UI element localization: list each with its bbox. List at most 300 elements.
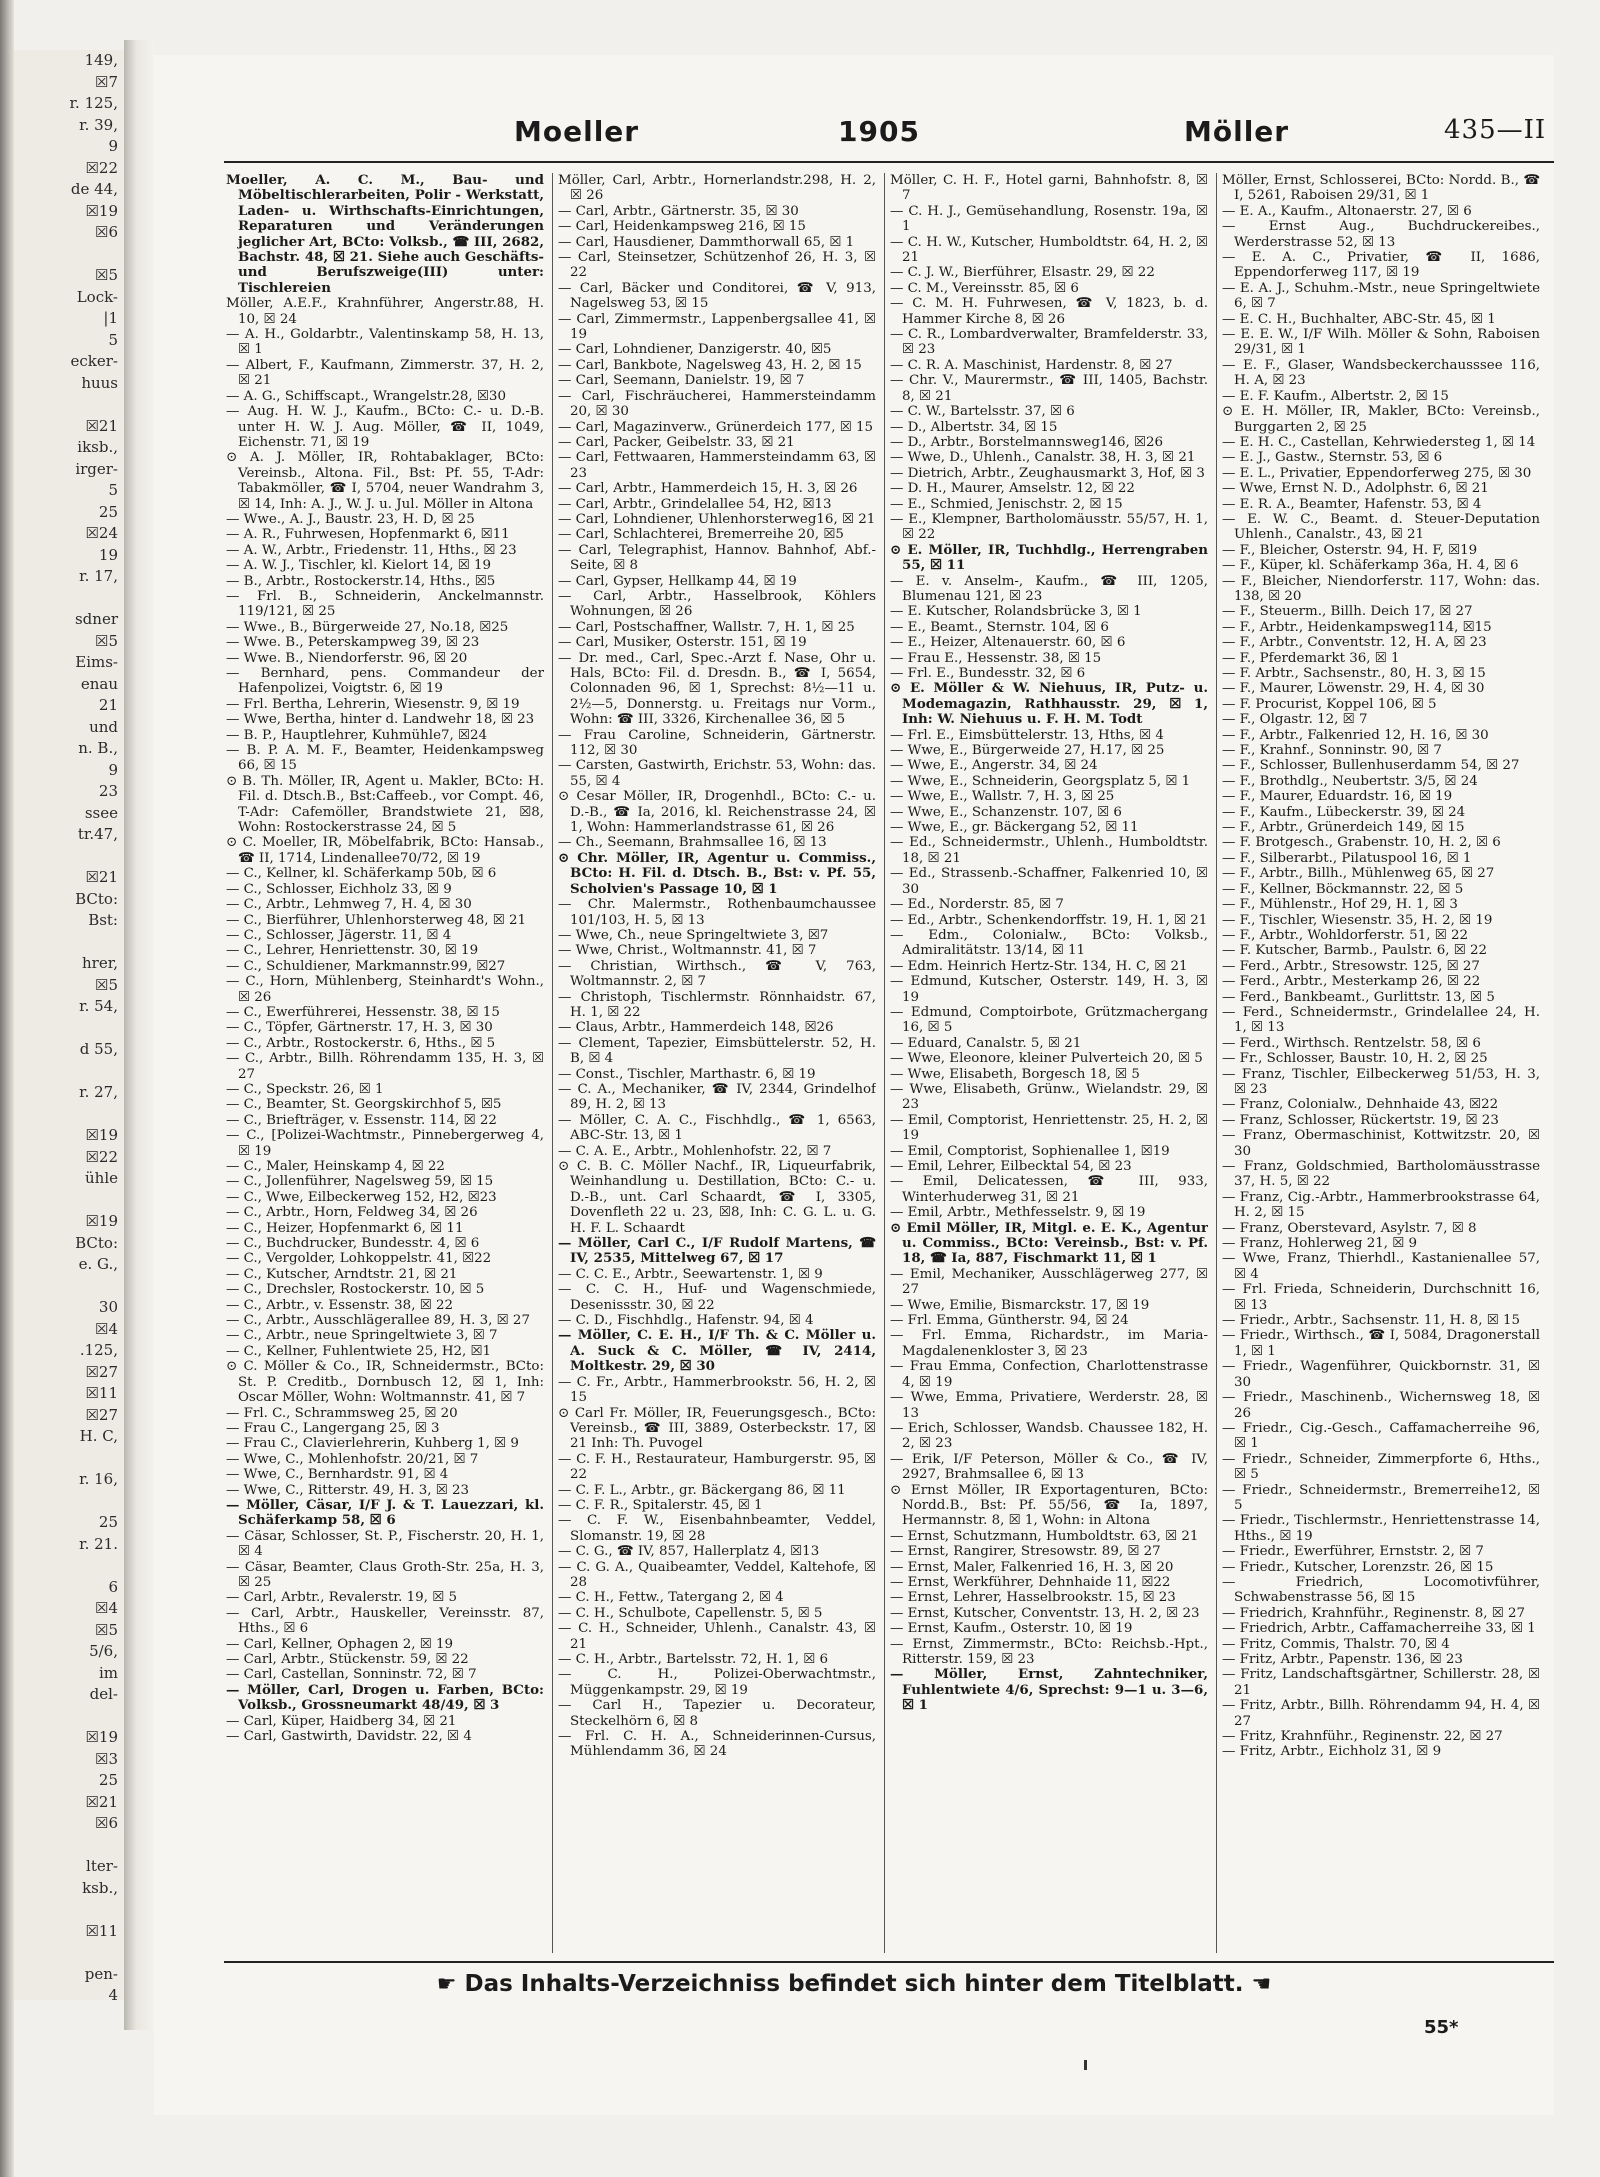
directory-entry: — Wwe, E., Bürgerweide 27, H.17, ☒ 25 [890,743,1165,759]
previous-page-fragment: ☒11 [85,1921,118,1940]
previous-page-fragment [14,846,124,868]
directory-entry: — D., Albertstr. 34, ☒ 15 [890,419,1058,435]
previous-page-fragment: 5 [108,481,118,499]
directory-entry: — Wwe, D., Uhlenh., Canalstr. 38, H. 3, ☒ 21 [890,450,1196,466]
directory-entry: — C., Heizer, Hopfenmarkt 6, ☒ 11 [226,1220,464,1236]
previous-page-fragment: r. 27, [79,1083,118,1101]
directory-entry: — Wwe. B., Niendorferstr. 96, ☒ 20 [226,650,468,666]
directory-entry: — F., Arbtr., Conventstr. 12, H. A, ☒ 23 [1222,635,1487,651]
directory-entry: — F., Arbtr., Heidenkampsweg114, ☒15 [1222,619,1492,635]
previous-page-fragment: hrer, [82,954,118,972]
directory-entry: — C., Schlosser, Jägerstr. 11, ☒ 4 [226,927,452,943]
directory-entry: — E. A. C., Privatier, ☎ II, 1686, Eppendorferweg 117, ☒ 19 [1222,250,1540,281]
directory-entry: — C. H. W., Kutscher, Humboldtstr. 64, H. 2, ☒ 21 [890,234,1208,266]
previous-page-fragment: BCto: [75,889,118,908]
column-1 [226,173,544,1953]
header-left-catchword: Moeller [514,115,640,148]
directory-entry: — Möller, Ernst, Zahntechniker, Fuhlentwiete 4/6, Sprechst: 9—1 u. 3—6, ☒ 1 [890,1666,1208,1714]
directory-entry: — Friedr., Schneidermstr., Bremerreihe12, ☒ 5 [1222,1482,1540,1513]
directory-entry: — Frl. Emma, Richardstr., im Maria-Magdalenenkloster 3, ☒ 23 [890,1328,1208,1359]
directory-entry: — F., Krahnf., Sonninstr. 90, ☒ 7 [1222,743,1442,759]
directory-entry: — Emil, Mechaniker, Ausschlägerweg 277, ☒ 27 [890,1266,1208,1298]
directory-entry: — Fritz, Arbtr., Eichholz 31, ☒ 9 [1222,1744,1442,1760]
directory-entry: — Carl, Küper, Haidberg 34, ☒ 21 [226,1713,457,1729]
directory-entry: — Bernhard, pens. Commandeur der Hafenpolizei, Voigtstr. 6, ☒ 19 [226,666,544,697]
directory-entry: — Carl, Schlachterei, Bremerreihe 20, ☒5 [558,527,844,543]
directory-entry: — F., Schlosser, Bullenhuserdamm 54, ☒ 27 [1222,758,1520,774]
directory-entry: — Ch., Seemann, Brahmsallee 16, ☒ 13 [558,835,827,851]
previous-page-fragment: iksb., [77,438,118,456]
directory-entry: — D. H., Maurer, Amselstr. 12, ☒ 22 [890,481,1135,497]
directory-entry: — Carl, Arbtr., Grindelallee 54, H2, ☒13 [558,496,832,512]
directory-entry: — Carl, Zimmermstr., Lappenbergsallee 41, ☒ 19 [558,311,876,343]
previous-page-fragment [14,1899,124,1921]
directory-entry: — B., Arbtr., Rostockerstr.14, Hths., ☒5 [226,573,496,589]
previous-page-fragment: 6 [108,1577,118,1596]
directory-entry: — Carl, Bäcker und Conditorei, ☎ V, 913, Nagelsweg 53, ☒ 15 [558,280,876,312]
directory-entry: ⊙ B. Th. Möller, IR, Agent u. Makler, BCto: H. Fil. d. Dtsch.B., Bst:Caffeeb., vor Compt. 46, T-Adr: Cafemöller, Brandstwiete 21, ☒8, Wohn: Rostockerstrasse 24, ☒ 5 [226,773,544,836]
directory-entry: — Ernst, Maler, Falkenried 16, H. 3, ☒ 20 [890,1559,1174,1575]
previous-page-fragment: ssee [84,803,118,822]
directory-entry: — F., Kellner, Böckmannstr. 22, ☒ 5 [1222,881,1464,897]
directory-entry: — C. M., Vereinsstr. 85, ☒ 6 [890,280,1079,296]
directory-entry: — Carl, Arbtr., Hasselbrook, Köhlers Wohnungen, ☒ 26 [558,588,876,620]
previous-page-fragment: ☒4 [95,1319,118,1338]
directory-entry: — Emil, Arbtr., Methfesselstr. 9, ☒ 19 [890,1205,1146,1221]
previous-page-fragment: |1 [103,309,118,327]
directory-entry: — Wwe, E., Angerstr. 34, ☒ 24 [890,758,1098,774]
directory-entry: — Wwe, Emilie, Bismarckstr. 17, ☒ 19 [890,1297,1150,1313]
header-year: 1905 [838,115,920,148]
directory-entry: — Wwe., B., Bürgerweide 27, No.18, ☒25 [226,619,509,635]
directory-entry: — Ernst Aug., Buchdruckereibes., Werderstrasse 52, ☒ 13 [1222,219,1540,250]
directory-entry: — Carl, Gypser, Hellkamp 44, ☒ 19 [558,573,797,589]
directory-entry: — C. A. E., Arbtr., Mohlenhofstr. 22, ☒ 7 [558,1143,832,1159]
previous-page-fragment [14,1061,124,1083]
directory-entry: — Ferd., Schneidermstr., Grindelallee 24, H. 1, ☒ 13 [1222,1004,1540,1036]
directory-entry: — C., [Polizei-Wachtmstr., Pinnebergerweg 4, ☒ 19 [226,1128,544,1159]
directory-entry: — Ed., Norderstr. 85, ☒ 7 [890,897,1064,913]
directory-entry: — F., Brothdlg., Neubertstr. 3/5, ☒ 24 [1222,773,1478,789]
directory-entry: — Friedr., Kutscher, Lorenzstr. 26, ☒ 15 [1222,1559,1494,1575]
directory-entry: ⊙ Emil Möller, IR, Mitgl. e. E. K., Agentur u. Commiss., BCto: Vereinsb., Bst: v. Pf. 18, ☎ Ia, 887, Fischmarkt 11, ☒ 1 [890,1219,1208,1267]
directory-entry: — Ferd., Arbtr., Stresowstr. 125, ☒ 27 [1222,958,1480,974]
directory-entry: — C. J. W., Bierführer, Elsastr. 29, ☒ 22 [890,265,1155,281]
directory-entry: — F., Arbtr., Wohldorferstr. 51, ☒ 22 [1222,927,1469,943]
directory-entry: — Frl. E., Eimsbüttelerstr. 13, Hths, ☒ 4 [890,727,1164,743]
directory-entry: ⊙ Carl Fr. Möller, IR, Feuerungsgesch., BCto: Vereinsb., ☎ III, 3889, Osterbeckstr. 17, ☒ 21 Inh: Th. Puvogel [558,1405,876,1452]
directory-entry: Möller, A.E.F., Krahnführer, Angerstr.88, H. 10, ☒ 24 [226,296,544,327]
directory-entry: — Emil, Comptorist, Henriettenstr. 25, H. 2, ☒ 19 [890,1112,1208,1144]
directory-entry: — Wwe, Bertha, hinter d. Landwehr 18, ☒ 23 [226,712,535,728]
previous-page-fragment: enau [80,674,118,693]
directory-entry: — Edmund, Comptoirbote, Grützmachergang 16, ☒ 5 [890,1004,1208,1036]
directory-entry: — C., Wwe, Eilbeckerweg 152, H2, ☒23 [226,1189,497,1205]
directory-entry: — Friedr., Wagenführer, Quickbornstr. 31, ☒ 30 [1222,1359,1540,1390]
directory-entry: — C. G., ☎ IV, 857, Hallerplatz 4, ☒13 [558,1544,820,1560]
directory-entry: — Wwe, C., Ritterstr. 49, H. 3, ☒ 23 [226,1482,470,1498]
scan-edge-shadow [0,0,14,2177]
directory-entry: — Carl, Magazinverw., Grünerdeich 177, ☒ 15 [558,419,874,435]
directory-entry: — Carl, Postschaffner, Wallstr. 7, H. 1, ☒ 25 [558,619,855,635]
directory-entry: — Wwe, E., Wallstr. 7, H. 3, ☒ 25 [890,789,1115,805]
directory-entry: — Ferd., Arbtr., Mesterkamp 26, ☒ 22 [1222,974,1481,990]
column-divider [1216,173,1217,1953]
directory-entry: — A. G., Schiffscapt., Wrangelstr.28, ☒30 [226,388,506,404]
previous-page-fragment [14,1018,124,1040]
directory-entry: — B. P., Hauptlehrer, Kuhmühle7, ☒24 [226,727,488,743]
directory-entry: — C., Horn, Mühlenberg, Steinhardt's Wohn., ☒ 26 [226,974,544,1005]
directory-entry: — C. F. R., Spitalerstr. 45, ☒ 1 [558,1497,763,1513]
directory-entry: — Möller, Cäsar, I/F J. & T. Lauezzari, kl. Schäferkamp 58, ☒ 6 [226,1496,544,1529]
directory-entry: — Emil, Delicatessen, ☎ III, 933, Winterhuderweg 31, ☒ 21 [890,1174,1208,1205]
directory-entry: — F., Tischler, Wiesenstr. 35, H. 2, ☒ 19 [1222,912,1493,928]
directory-entry: Möller, Ernst, Schlosserei, BCto: Nordd. B., ☎ I, 5261, Raboisen 29/31, ☒ 1 [1222,173,1540,204]
previous-page-fragment [14,1190,124,1212]
previous-page-fragment: ☒3 [95,1749,118,1768]
directory-entry: — Franz, Goldschmied, Bartholomäusstrasse 37, H. 5, ☒ 22 [1222,1159,1540,1190]
directory-entry: — F., Mühlenstr., Hof 29, H. 1, ☒ 3 [1222,897,1458,913]
directory-entry: — E. A., Kaufm., Altonaerstr. 27, ☒ 6 [1222,203,1472,219]
directory-entry: — Möller, C. A. C., Fischhdlg., ☎ 1, 6563, ABC-Str. 13, ☒ 1 [558,1112,876,1144]
directory-entry: — A. H., Goldarbtr., Valentinskamp 58, H. 13, ☒ 1 [226,327,544,358]
directory-entry: — Wwe, C., Bernhardstr. 91, ☒ 4 [226,1467,449,1483]
directory-entry: — F., Steuerm., Billh. Deich 17, ☒ 27 [1222,604,1473,620]
previous-page-fragment: n. B., [78,739,118,757]
directory-entry: — C. C. H., Huf- und Wagenschmiede, Desenissstr. 30, ☒ 22 [558,1282,876,1313]
previous-page-fragment: ☒19 [85,1126,118,1144]
directory-entry: — A. W., Arbtr., Friedenstr. 11, Hths., ☒ 23 [226,542,517,558]
previous-page-fragment: 25 [98,502,118,521]
directory-entry: — Erich, Schlosser, Wandsb. Chaussee 182, H. 2, ☒ 23 [890,1420,1208,1452]
directory-entry: — C., Briefträger, v. Essenstr. 114, ☒ 22 [226,1112,497,1128]
directory-entry: — Friedr., Cig.-Gesch., Caffamacherreihe 96, ☒ 1 [1222,1420,1540,1452]
directory-entry: — Fritz, Commis, Thalstr. 70, ☒ 4 [1222,1636,1450,1652]
directory-entry: — F. Arbtr., Sachsenstr., 80, H. 3, ☒ 15 [1222,666,1486,681]
directory-entry: — Wwe., A. J., Baustr. 23, H. D, ☒ 25 [226,511,475,527]
previous-page-fragment: ☒5 [95,266,118,284]
index-notice [154,1971,1554,1997]
directory-entry: — Frl. E., Bundesstr. 32, ☒ 6 [890,666,1086,681]
previous-page-fragment: 21 [98,696,118,714]
directory-entry: — F., Olgastr. 12, ☒ 7 [1222,712,1368,728]
directory-entry: — E., Schmied, Jenischstr. 2, ☒ 15 [890,496,1123,512]
directory-entry: Möller, Carl, Arbtr., Hornerlandstr.298, H. 2, ☒ 26 [558,173,876,204]
previous-page-fragment: ☒7 [95,72,118,91]
previous-page-fragment: e. G., [78,1255,118,1273]
directory-entry: ⊙ C. B. C. Möller Nachf., IR, Liqueurfabrik, Weinhandlung u. Destillation, BCto: C.- u. D.-B., unt. Carl Schaardt, ☎ I, 3305, Dovenfleth 22 u. 23, ☒8, Inh: C. G. L. u. G. H. F. L. Schaardt [558,1159,876,1236]
directory-entry: — E. Kutscher, Rolandsbrücke 3, ☒ 1 [890,604,1142,620]
directory-entry: — Ferd., Wirthsch. Rentzelstr. 58, ☒ 6 [1222,1035,1481,1051]
directory-entry: — Carl, Fettwaaren, Hammersteindamm 63, ☒ 23 [558,450,876,481]
previous-page-fragment: tr.47, [77,825,118,843]
directory-entry: — C. D., Fischhdlg., Hafenstr. 94, ☒ 4 [558,1313,814,1329]
previous-page-fragment [14,932,124,954]
directory-entry: — C., Arbtr., Ausschlägerallee 89, H. 3, ☒ 27 [226,1313,530,1329]
previous-page-fragment: d 55, [79,1040,118,1058]
directory-entry: — C., Lehrer, Henriettenstr. 30, ☒ 19 [226,943,479,959]
previous-page-fragment: BCto: [75,1233,118,1252]
directory-entry: — Fritz, Landschaftsgärtner, Schillerstr. 28, ☒ 21 [1222,1667,1540,1698]
previous-page-edge [14,50,124,2000]
previous-page-fragment: ☒19 [85,1212,118,1230]
directory-entry: — Frau C., Langergang 25, ☒ 3 [226,1420,440,1436]
directory-entry: ⊙ C. Möller & Co., IR, Schneidermstr., BCto: St. P. Creditb., Dornbusch 12, ☒ 1, Inh: Oscar Möller, Wohn: Woltmannstr. 41, ☒ 7 [226,1359,544,1406]
directory-entry: — Edm. Heinrich Hertz-Str. 134, H. C, ☒ 21 [890,958,1188,974]
directory-entry: — Eduard, Canalstr. 5, ☒ 21 [890,1035,1082,1051]
column-4 [1222,173,1540,1953]
directory-entry: — C. F. L., Arbtr., gr. Bäckergang 86, ☒ 11 [558,1482,846,1498]
directory-entry: — Carl, Lohndiener, Danzigerstr. 40, ☒5 [558,342,832,358]
directory-entry: — C., Arbtr., neue Springeltwiete 3, ☒ 7 [226,1328,498,1344]
previous-page-fragment [14,244,124,266]
directory-entry: — C. H. J., Gemüsehandlung, Rosenstr. 19a, ☒ 1 [890,203,1208,235]
column-3 [890,173,1208,1953]
directory-entry: — Chr. Malermstr., Rothenbaumchaussee 101/103, H. 5, ☒ 13 [558,897,876,928]
directory-entry: — E., Heizer, Altenauerstr. 60, ☒ 6 [890,635,1126,651]
previous-page-fragment: 25 [98,1513,118,1531]
directory-entry: — C., Ewerführerei, Hessenstr. 38, ☒ 15 [226,1004,500,1020]
directory-entry: — Carl, Lohndiener, Uhlenhorsterweg16, ☒ 21 [558,511,876,527]
directory-entry: ⊙ Chr. Möller, IR, Agentur u. Commiss., BCto: H. Fil. d. Dtsch. B., Bst: v. Pf. 55, Scholvien's Passage 10, ☒ 1 [558,849,876,897]
book-gutter [124,40,154,2030]
directory-entry: — C. C. E., Arbtr., Seewartenstr. 1, ☒ 9 [558,1266,823,1282]
directory-entry: — C. H., Arbtr., Bartelsstr. 72, H. 1, ☒ 6 [558,1652,829,1667]
directory-entry: — C. M. H. Fuhrwesen, ☎ V, 1823, b. d. Hammer Kirche 8, ☒ 26 [890,296,1208,327]
directory-entry: — F. Kutscher, Barmb., Paulstr. 6, ☒ 22 [1222,943,1488,959]
directory-entry: — Ed., Arbtr., Schenkendorffstr. 19, H. 1, ☒ 21 [890,912,1208,928]
directory-entry: — Ernst, Rangirer, Stresowstr. 89, ☒ 27 [890,1544,1161,1560]
directory-entry: — A. W. J., Tischler, kl. Kielort 14, ☒ 19 [226,558,492,574]
directory-entry: — Aug. H. W. J., Kaufm., BCto: C.- u. D.-B. unter H. W. J. Aug. Möller, ☎ II, 1049, Eichenstr. 71, ☒ 19 [226,404,544,450]
directory-entry: — C. Fr., Arbtr., Hammerbrookstr. 56, H. 2, ☒ 15 [558,1374,876,1406]
directory-entry: — F., Küper, kl. Schäferkamp 36a, H. 4, ☒ 6 [1222,558,1519,574]
directory-entry: — Ed., Strassenb.-Schaffner, Falkenried 10, ☒ 30 [890,866,1208,897]
directory-entry: — Carl, Heidenkampsweg 216, ☒ 15 [558,219,806,235]
directory-entry: — E., Beamt., Sternstr. 104, ☒ 6 [890,619,1109,635]
directory-entry: ⊙ E. Möller, IR, Tuchhdlg., Herrengraben 55, ☒ 11 [890,541,1208,574]
previous-page-fragment: ☒11 [85,1384,118,1402]
directory-entry: — Friedr., Tischlermstr., Henriettenstrasse 14, Hths., ☒ 19 [1222,1513,1540,1544]
directory-entry: — F., Maurer, Eduardstr. 16, ☒ 19 [1222,789,1453,805]
directory-entry: — Franz, Hohlerweg 21, ☒ 9 [1222,1236,1418,1252]
directory-entry: — Frau E., Hessenstr. 38, ☒ 15 [890,650,1102,666]
directory-entry: — Cäsar, Beamter, Claus Groth-Str. 25a, H. 3, ☒ 25 [226,1559,544,1590]
directory-entry: — Ernst, Schutzmann, Humboldtstr. 63, ☒ 21 [890,1528,1199,1544]
directory-entry: — Carl, Packer, Geibelstr. 33, ☒ 21 [558,434,795,450]
directory-entry: — C. H., Fettw., Tatergang 2, ☒ 4 [558,1590,784,1606]
directory-entry: — Friedrich, Arbtr., Caffamacherreihe 33, ☒ 1 [1222,1621,1536,1637]
previous-page-fragment: ☒21 [85,416,118,435]
directory-entry: — Frl. C., Schrammsweg 25, ☒ 20 [226,1405,458,1421]
previous-page-fragment: 4 [108,1986,118,2000]
previous-page-fragment: ☒5 [95,1620,118,1639]
directory-entry: — Friedrich, Krahnführ., Reginenstr. 8, ☒ 27 [1222,1605,1526,1621]
pointing-hand-icon: ☛ [436,1972,457,1997]
directory-entry: — Wwe, Emma, Privatiere, Werderstr. 28, ☒ 13 [890,1390,1208,1421]
previous-page-fragment: Bst: [88,911,118,929]
directory-entry: — C., Arbtr., v. Essenstr. 38, ☒ 22 [226,1297,454,1313]
directory-entry: — Carl, Arbtr., Hauskeller, Vereinsstr. 87, Hths., ☒ 6 [226,1605,544,1637]
previous-page-fragment: 19 [98,545,118,564]
previous-page-fragment [14,394,124,416]
directory-entry: — Franz, Tischler, Eilbeckerweg 51/53, H. 3, ☒ 23 [1222,1066,1540,1097]
index-notice-text: Das Inhalts-Verzeichniss befindet sich hinter dem Titelblatt. [464,1971,1244,1997]
directory-entry: — Wwe, Christ., Woltmannstr. 41, ☒ 7 [558,943,817,959]
directory-entry: — Wwe, E., gr. Bäckergang 52, ☒ 11 [890,820,1139,836]
directory-entry: — C., Kellner, kl. Schäferkamp 50b, ☒ 6 [226,866,497,882]
directory-entry: — C., Beamter, St. Georgskirchhof 5, ☒5 [226,1097,502,1113]
column-divider [884,173,885,1953]
previous-page-fragment: ecker- [70,352,118,370]
directory-entry: — Frl. B., Schneiderin, Anckelmannstr. 119/121, ☒ 25 [226,588,544,620]
directory-entry: — Fritz, Krahnführ., Reginenstr. 22, ☒ 27 [1222,1729,1503,1745]
pointing-hand-icon: ☚ [1251,1972,1272,1997]
directory-entry: — Franz, Obermaschinist, Kottwitzstr. 20, ☒ 30 [1222,1128,1540,1159]
directory-entry: — C., Bierführer, Uhlenhorsterweg 48, ☒ 21 [226,912,527,928]
previous-page-fragment: ☒6 [95,1814,118,1832]
directory-entry: — C., Jollenführer, Nagelsweg 59, ☒ 15 [226,1174,494,1190]
directory-entry: — Carl, Arbtr., Revalerstr. 19, ☒ 5 [226,1590,457,1606]
directory-entry: — Carl, Telegraphist, Hannov. Bahnhof, Abf.-Seite, ☒ 8 [558,542,876,574]
directory-entry: — Wwe, Franz, Thierhdl., Kastanienallee 57, ☒ 4 [1222,1251,1540,1282]
previous-page-fragment: r. 16, [79,1470,118,1488]
previous-page-fragment: ksb., [82,1878,118,1897]
directory-entry: — E., Klempner, Bartholomäusstr. 55/57, H. 1, ☒ 22 [890,511,1208,543]
previous-page-fragment [14,1942,124,1964]
directory-entry: — E. R. A., Beamter, Hafenstr. 53, ☒ 4 [1222,496,1482,512]
directory-entry: — Carl, Gastwirth, Davidstr. 22, ☒ 4 [226,1729,472,1745]
directory-entry: — C. H., Schneider, Uhlenh., Canalstr. 43, ☒ 21 [558,1621,876,1652]
directory-entry: — Christian, Wirthsch., ☎ V, 763, Woltmannstr. 2, ☒ 7 [558,958,876,990]
directory-entry: — F., Arbtr., Billh., Mühlenweg 65, ☒ 27 [1222,866,1495,882]
directory-entry: — Claus, Arbtr., Hammerdeich 148, ☒26 [558,1020,834,1036]
directory-entry: — E. W. C., Beamt. d. Steuer-Deputation Uhlenh., Canalstr., 43, ☒ 21 [1222,511,1540,543]
previous-page-fragment: ühle [85,1169,118,1187]
header-right-catchword: Möller [1184,115,1290,148]
directory-entry: — Ernst, Kutscher, Conventstr. 13, H. 2, ☒ 23 [890,1605,1200,1621]
previous-page-fragment: r. 125, [69,94,118,112]
directory-entry: — Ernst, Werkführer, Dehnhaide 11, ☒22 [890,1574,1171,1590]
previous-page-fragment [14,1555,124,1577]
directory-entry: — F., Silberarbt., Pilatuspool 16, ☒ 1 [1222,850,1472,866]
directory-entry: — C. W., Bartelsstr. 37, ☒ 6 [890,404,1075,420]
directory-entry: — E. H. C., Castellan, Kehrwiedersteg 1, ☒ 14 [1222,434,1536,450]
directory-entry: — C. H., Schulbote, Capellenstr. 5, ☒ 5 [558,1605,823,1621]
directory-entry: — Christoph, Tischlermstr. Rönnhaidstr. 67, H. 1, ☒ 22 [558,989,876,1020]
previous-page-fragment: r. 17, [79,567,118,585]
directory-entry: — Wwe, Elisabeth, Grünw., Wielandstr. 29, ☒ 23 [890,1081,1208,1113]
directory-entry: — A. R., Fuhrwesen, Hopfenmarkt 6, ☒11 [226,527,510,543]
previous-page-fragment [14,1706,124,1728]
directory-entry: — Frl. C. H. A., Schneiderinnen-Cursus, Mühlendamm 36, ☒ 24 [558,1729,876,1760]
directory-entry: — E. F. Kaufm., Albertstr. 2, ☒ 15 [1222,388,1449,404]
previous-page-fragment: ☒27 [85,1362,118,1381]
directory-entry: — C. F. W., Eisenbahnbeamter, Veddel, Slomanstr. 19, ☒ 28 [558,1513,876,1544]
directory-entry: — F., Arbtr., Grünerdeich 149, ☒ 15 [1222,820,1465,836]
previous-page-fragment [14,1276,124,1298]
directory-entry: — Wwe, C., Mohlenhofstr. 20/21, ☒ 7 [226,1451,479,1467]
directory-entry: — E. J., Gastw., Sternstr. 53, ☒ 6 [1222,450,1443,466]
directory-entry: — Fr., Schlosser, Baustr. 10, H. 2, ☒ 25 [1222,1051,1488,1067]
directory-entry: — C., Arbtr., Billh. Röhrendamm 135, H. 3, ☒ 27 [226,1051,544,1082]
directory-entry: — Franz, Cig.-Arbtr., Hammerbrookstrasse 64, H. 2, ☒ 15 [1222,1189,1540,1221]
previous-page-fragment: ☒22 [85,158,118,177]
directory-entry: ⊙ Cesar Möller, IR, Drogenhdl., BCto: C.- u. D.-B., ☎ Ia, 2016, kl. Reichenstrasse 24, ☒ 1, Wohn: Hammerlandstrasse 61, ☒ 26 [558,789,876,836]
previous-page-fragment: .125, [79,1341,118,1359]
column-divider [552,173,553,1953]
directory-entry: — Wwe, Eleonore, kleiner Pulverteich 20, ☒ 5 [890,1051,1203,1067]
directory-entry: — Edmund, Kutscher, Osterstr. 149, H. 3, ☒ 19 [890,974,1208,1005]
directory-entry: ⊙ A. J. Möller, IR, Rohtabaklager, BCto: Vereinsb., Altona. Fil., Bst: Pf. 55, T-Adr: Tabakmöller, ☎ I, 5704, neuer Wandrahm 3, ☒ 14, Inh: A. J., W. J. u. Jul. Möller in Altona [226,450,544,512]
column-2 [558,173,876,1953]
directory-entry: — Frl. Emma, Güntherstr. 94, ☒ 24 [890,1313,1129,1329]
directory-entry: — Möller, Carl C., I/F Rudolf Martens, ☎ IV, 2535, Mittelweg 67, ☒ 17 [558,1235,876,1267]
directory-entry: — Carl, Fischräucherei, Hammersteindamm 20, ☒ 30 [558,388,876,420]
directory-entry: — F., Kaufm., Lübeckerstr. 39, ☒ 24 [1222,804,1466,820]
directory-entry: — E. E. W., I/F Wilh. Möller & Sohn, Raboisen 29/31, ☒ 1 [1222,327,1540,358]
directory-entry: — C., Arbtr., Lehmweg 7, H. 4, ☒ 30 [226,897,472,913]
directory-entry: — Fritz, Arbtr., Papenstr. 136, ☒ 23 [1222,1652,1463,1667]
directory-entry: — Möller, C. E. H., I/F Th. & C. Möller u. A. Suck & C. Möller, ☎ IV, 2414, Moltkestr. 29, ☒ 30 [558,1327,876,1375]
previous-page-fragment: ☒21 [85,868,118,886]
directory-entry: ⊙ E. H. Möller, IR, Makler, BCto: Vereinsb., Burggarten 2, ☒ 25 [1222,404,1540,435]
directory-entry: — C., Schlosser, Eichholz 33, ☒ 9 [226,881,452,897]
directory-entry: — Ed., Schneidermstr., Uhlenh., Humboldtstr. 18, ☒ 21 [890,835,1208,866]
directory-entry: — Carl, Arbtr., Stückenstr. 59, ☒ 22 [226,1652,469,1667]
directory-entry: — C., Kutscher, Arndtstr. 21, ☒ 21 [226,1266,458,1282]
directory-entry: — Const., Tischler, Marthastr. 6, ☒ 19 [558,1066,816,1082]
directory-entry: — E. A. J., Schuhm.-Mstr., neue Springeltwiete 6, ☒ 7 [1222,280,1540,312]
directory-entry: Moeller, A. C. M., Bau- und Möbeltischlerarbeiten, Polir - Werkstatt, Laden- u. Wirthschafts-Einrichtungen, Reparaturen und Veränderungen jeglicher Art, BCto: Volksb., ☎ III, 2682, Bachstr. 48, ☒ 21. Siehe auch Geschäfts- und Berufszweige(III) unter: Tischlereien [226,173,544,296]
directory-entry: — Friedr., Maschinenb., Wichernsweg 18, ☒ 26 [1222,1390,1540,1421]
footer-rule [224,1961,1554,1963]
directory-entry: — Dr. med., Carl, Spec.-Arzt f. Nase, Ohr u. Hals, BCto: Fil. d. Dresdn. B., ☎ I, 5654, Colonnaden 96, ☒ 1, Sprechst: 8½—11 u. 2½—5, Donnerstg. u. Freitags nur Vorm., Wohn: ☎ III, 3326, Kirchenallee 36, ☒ 5 [558,650,876,728]
directory-entry: — Erik, I/F Peterson, Möller & Co., ☎ IV, 2927, Brahmsallee 6, ☒ 13 [890,1451,1208,1483]
directory-entry: — Carl, Bankbote, Nagelsweg 43, H. 2, ☒ 15 [558,357,862,373]
previous-page-fragment: r. 21. [79,1534,118,1553]
previous-page-fragment: Eims- [75,653,118,671]
directory-entry: — Franz, Colonialw., Dehnhaide 43, ☒22 [1222,1097,1499,1113]
directory-entry: — E. C. H., Buchhalter, ABC-Str. 45, ☒ 1 [1222,311,1496,327]
directory-entry: — C. F. H., Restaurateur, Hamburgerstr. 95, ☒ 22 [558,1451,876,1483]
directory-entry: — Chr. V., Maurermstr., ☎ III, 1405, Bachstr. 8, ☒ 21 [890,373,1208,404]
directory-entry: — C., Maler, Heinskamp 4, ☒ 22 [226,1159,445,1174]
previous-page-fragment: 25 [98,1771,118,1789]
previous-page-fragment: del- [89,1685,118,1703]
directory-entry: — Carl, Castellan, Sonninstr. 72, ☒ 7 [226,1667,477,1683]
directory-entry: — F., Pferdemarkt 36, ☒ 1 [1222,650,1400,666]
directory-entry: ⊙ E. Möller & W. Niehuus, IR, Putz- u. Modemagazin, Rathhausstr. 29, ☒ 1, Inh: W. Niehuus u. F. H. M. Todt [890,680,1208,728]
previous-page-fragment: sdner [74,610,118,628]
directory-entry: — Friedr., Schneider, Zimmerpforte 6, Hths., ☒ 5 [1222,1451,1540,1483]
previous-page-fragment: ☒4 [95,1599,118,1617]
directory-entry: — C., Arbtr., Rostockerstr. 6, Hths., ☒ 5 [226,1035,496,1051]
directory-entry: — C. R. A. Maschinist, Hardenstr. 8, ☒ 27 [890,357,1173,373]
previous-page-fragment: im [98,1663,118,1682]
previous-page-fragment: Lock- [76,287,118,306]
directory-entry: — Clement, Tapezier, Eimsbüttelerstr. 52, H. B, ☒ 4 [558,1035,876,1067]
directory-entry: — C., Buchdrucker, Bundesstr. 4, ☒ 6 [226,1236,480,1252]
directory-entry: — Wwe, Ernst N. D., Adolphstr. 6, ☒ 21 [1222,481,1489,497]
previous-page-fragment: de 44, [70,180,118,198]
previous-page-fragment: 30 [98,1298,118,1316]
previous-page-fragment: 9 [108,137,118,155]
directory-entry: — C., Drechsler, Rostockerstr. 10, ☒ 5 [226,1282,485,1298]
directory-entry: — Fritz, Arbtr., Billh. Röhrendamm 94, H. 4, ☒ 27 [1222,1698,1540,1729]
directory-entry: — F. Brotgesch., Grabenstr. 10, H. 2, ☒ 6 [1222,835,1501,851]
previous-page-fragment: ☒5 [95,975,118,994]
